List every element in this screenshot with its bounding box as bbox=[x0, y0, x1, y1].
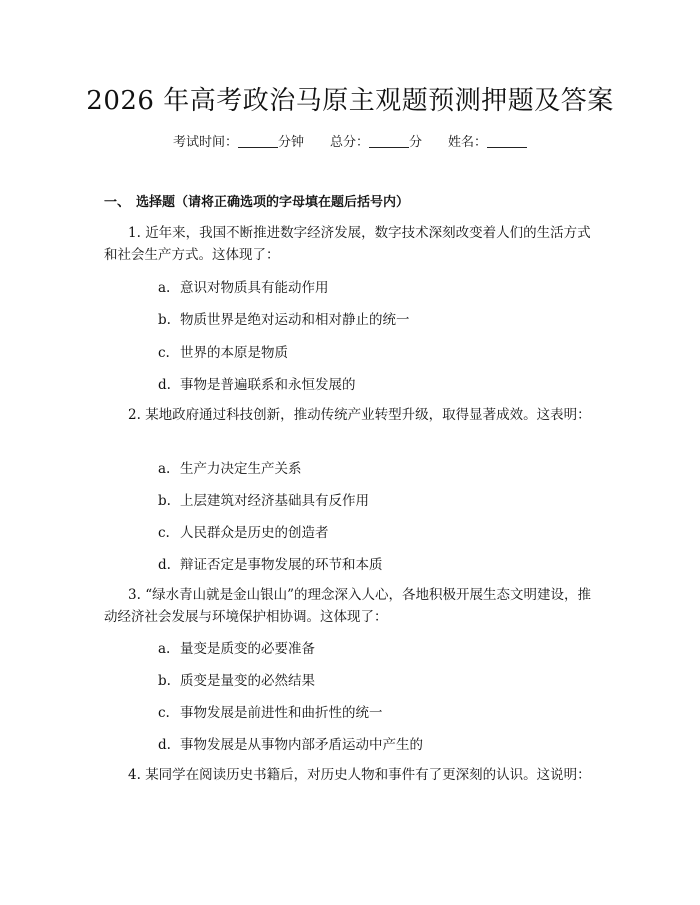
name-blank bbox=[487, 135, 527, 148]
score-blank bbox=[369, 135, 409, 148]
question-text: 某同学在阅读历史书籍后，对历史人物和事件有了更深刻的认识。这说明： bbox=[145, 767, 591, 783]
option-3c bbox=[158, 701, 383, 721]
option-letter: a. bbox=[158, 461, 171, 477]
option-text: 辩证否定是事物发展的环节和本质 bbox=[180, 557, 383, 573]
question-text: 近年来，我国不断推进数字经济发展，数字技术深刻改变着人们的生活方式和社会生产方式。这体现了： bbox=[104, 225, 591, 263]
option-2a bbox=[158, 457, 302, 477]
option-3d bbox=[158, 733, 423, 753]
option-letter: c. bbox=[158, 345, 170, 361]
question-number: 3. bbox=[128, 587, 141, 603]
section-heading bbox=[104, 191, 409, 210]
option-letter: a. bbox=[158, 280, 171, 296]
option-text: 世界的本原是物质 bbox=[180, 345, 288, 361]
question-text: 某地政府通过科技创新，推动传统产业转型升级，取得显著成效。这表明： bbox=[145, 407, 591, 423]
question-3 bbox=[104, 584, 600, 628]
option-letter: b. bbox=[158, 493, 171, 509]
option-text: 事物是普遍联系和永恒发展的 bbox=[180, 377, 356, 393]
option-letter: b. bbox=[158, 673, 171, 689]
question-number: 2. bbox=[128, 407, 141, 423]
option-letter: c. bbox=[158, 705, 170, 721]
question-text: “绿水青山就是金山银山”的理念深入人心，各地积极开展生态文明建设，推动经济社会发展与环境保护相协调。这体现了： bbox=[104, 587, 591, 625]
option-3b bbox=[158, 669, 315, 689]
score-label: 总分： bbox=[329, 135, 369, 150]
option-text: 上层建筑对经济基础具有反作用 bbox=[180, 493, 369, 509]
section-title: 选择题（请将正确选项的字母填在题后括号内） bbox=[136, 195, 410, 210]
exam-meta bbox=[0, 131, 700, 150]
name-label: 姓名： bbox=[448, 135, 488, 150]
time-unit: 分钟 bbox=[277, 135, 304, 150]
question-2 bbox=[104, 404, 600, 426]
option-1b bbox=[158, 308, 410, 328]
option-letter: b. bbox=[158, 312, 171, 328]
option-letter: d. bbox=[158, 557, 171, 573]
option-text: 生产力决定生产关系 bbox=[180, 461, 302, 477]
option-2d bbox=[158, 553, 383, 573]
document-title: 2026 年高考政治马原主观题预测押题及答案 bbox=[86, 86, 614, 116]
option-2b bbox=[158, 489, 369, 509]
option-text: 人民群众是历史的创造者 bbox=[180, 525, 329, 541]
option-1c bbox=[158, 341, 288, 361]
score-unit: 分 bbox=[409, 135, 423, 150]
question-number: 4. bbox=[128, 767, 141, 783]
time-label: 考试时间： bbox=[172, 135, 238, 150]
option-1a bbox=[158, 276, 329, 296]
section-number: 一、 bbox=[104, 195, 131, 210]
question-number: 1. bbox=[128, 225, 141, 241]
option-text: 量变是质变的必要准备 bbox=[180, 641, 315, 657]
option-letter: d. bbox=[158, 377, 171, 393]
option-letter: d. bbox=[158, 737, 171, 753]
time-blank bbox=[238, 135, 278, 148]
option-letter: c. bbox=[158, 525, 170, 541]
option-1d bbox=[158, 373, 356, 393]
option-letter: a. bbox=[158, 641, 171, 657]
option-text: 质变是量变的必然结果 bbox=[180, 673, 315, 689]
option-3a bbox=[158, 637, 315, 657]
option-2c bbox=[158, 521, 329, 541]
option-text: 意识对物质具有能动作用 bbox=[180, 280, 329, 296]
option-text: 事物发展是从事物内部矛盾运动中产生的 bbox=[180, 737, 423, 753]
question-4 bbox=[104, 764, 600, 786]
option-text: 事物发展是前进性和曲折性的统一 bbox=[180, 705, 383, 721]
option-text: 物质世界是绝对运动和相对静止的统一 bbox=[180, 312, 410, 328]
question-1 bbox=[104, 222, 600, 266]
